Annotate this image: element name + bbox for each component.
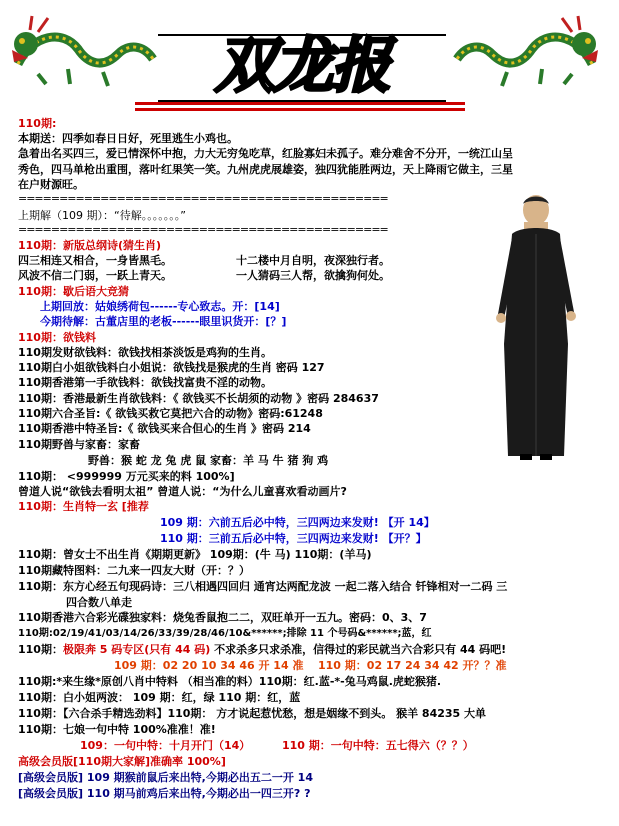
text-line: 110期： <999999 万元买来的料 100%] [18,470,235,483]
text-line: 曾道人说“欲钱去看明太祖” 曾道人说：“为什么儿童喜欢看动画片? [18,485,347,498]
poem-line: 一人猜码三人帮，欲擒狗何处。 [236,269,390,282]
result-line: 110 期：一句中特：五七得六（？？） [282,739,474,752]
text-line: 四合数八单走 [66,596,132,609]
title-rule-bottom [135,108,465,111]
text-line: 110期：东方心经五句现码诗：三八相遇四回归 通宵达两配龙波 一起二落入结合 钎锋相对一二码 三 [18,580,508,593]
man-portrait-image [490,194,582,462]
text-line: 110期藏特图料：二九来一四友大财（开：？） [18,564,250,577]
text-line: 110期：七娘一句中特 100%准准！准! [18,723,216,736]
text-line: 110期：【六合杀手精选劲料】110期： 方才说起惹忧愁，想是姻缘不到头。 猴羊 84235 大单 [18,707,487,720]
issue-line: 秀色，四马单枪出重围，落叶红果笑一笑。九州虎虎展雄姿，独四犹能胜两边，天上降雨它做主，三星 [18,163,513,176]
text-line: 110期:*来生缘*原创八肖中特料 （相当准的料）110期：红.蓝-*-兔马鸡鼠.虎蛇猴猪. [18,675,442,688]
text-line: 110期白小姐欲钱料白小姐说：欲钱找是猴虎的生肖 密码 127 [18,361,325,374]
dragon-left-image [8,14,158,92]
result-line: 110 期：02 17 24 34 42 开？？准 [318,659,507,672]
section-heading: 110期：欲钱料 [18,331,96,344]
text-line [18,643,506,657]
riddle-line: 上期回放：姑娘绣荷包------专心致志。开：[14] [40,300,280,313]
highlight-line: 110 期：三前五后必中特，三四两边来发财! 【开？】 [160,532,427,545]
riddle-line: 今期待解：古董店里的老板------眼里识货开：[？] [40,315,287,328]
text-line: 110期香港第一手欲钱料：欲钱找富贵不淫的动物。 [18,376,272,389]
highlight-line: 109 期：六前五后必中特，三四两边来发财! 【开 14】 [160,516,435,529]
title-banner [158,31,446,102]
result-line: 109 期：02 20 10 34 46 开 14 准 [114,659,304,672]
separator: ============================================= [18,192,388,205]
separator: ============================================= [18,223,388,236]
highlight-span: 极限奔 5 码专区(只有 44 码) [62,643,211,656]
result-line: 109：一句中特：十月开门（14） [80,739,251,752]
text-line: 110期：白小姐两波： 109 期：红，绿 110 期：红，蓝 [18,691,301,704]
page-title: 双龙报 [215,31,389,101]
text-span: 不求杀多只求杀准，信得过的彩民就当六合彩只有 44 码吧! [210,643,507,656]
text-line: 110期：香港最新生肖欲钱料：《 欲钱买不长胡须的动物 》密码 284637 [18,392,379,405]
text-line: 野兽：猴 蛇 龙 兔 虎 鼠 家畜：羊 马 牛 猪 狗 鸡 [88,454,329,467]
last-answer: 上期解（109 期）：“待解。。。。。。。” [18,209,186,222]
poem-line: 十二楼中月自明，夜深独行者。 [236,254,390,267]
poem-line: 风波不信二门弱，一跃上青天。 [18,269,172,282]
text-line: 110期野兽与家畜：家畜 [18,438,140,451]
section-heading: 110期：歇后语大竞猜 [18,285,129,298]
text-line: 110期六合圣旨:《 欲钱买救它莫把六合的动物》密码:61248 [18,407,323,420]
issue-line: 急着出名买四三，爱已情深怀中抱，力大无穷兔吃草，红脸寡妇未孤子。难分难舍不分开，一统江山呈 [18,147,513,160]
member-line: [高级会员版] 109 期猴前鼠后来出特,今期必出五二一开 14 [18,771,313,784]
text-span: 110期： [18,643,63,656]
text-line: 110期发财欲钱料：欲钱找相茶淡饭是鸡狗的生肖。 [18,346,272,359]
poem-line: 四三相连又相合，一身皆黑毛。 [18,254,172,267]
section-heading: 110期：新版总纲诗(猜生肖) [18,239,162,252]
section-heading: 110期：生肖特一玄 [推荐 [18,500,149,513]
issue-line: 在户财源旺。 [18,178,84,191]
member-line: [高级会员版] 110 期马前鸡后来出特,今期必出一四三开? ? [18,787,311,800]
text-line: 110期:02/19/41/03/14/26/33/39/28/46/10&******;排除 11 个号码&******;蓝，红 [18,628,432,639]
title-rule-top [135,102,465,105]
text-line: 110期香港中特圣旨:《 欲钱买来合但心的生肖 》密码 214 [18,422,311,435]
dragon-right-image [452,14,602,92]
issue-label: 110期: [18,117,57,130]
text-line: 110期香港六合彩光碟独家料：烧兔香鼠抱二二，双旺单开一五九。密码：0、3、7 [18,611,427,624]
member-line: 高级会员版[110期大家解]准确率 100%] [18,755,226,768]
issue-line: 本期送：四季如春日日好，死里逃生小鸡也。 [18,132,238,145]
text-line: 110期：曾女士不出生肖《期期更新》 109期：(牛 马) 110期：(羊马) [18,548,372,561]
